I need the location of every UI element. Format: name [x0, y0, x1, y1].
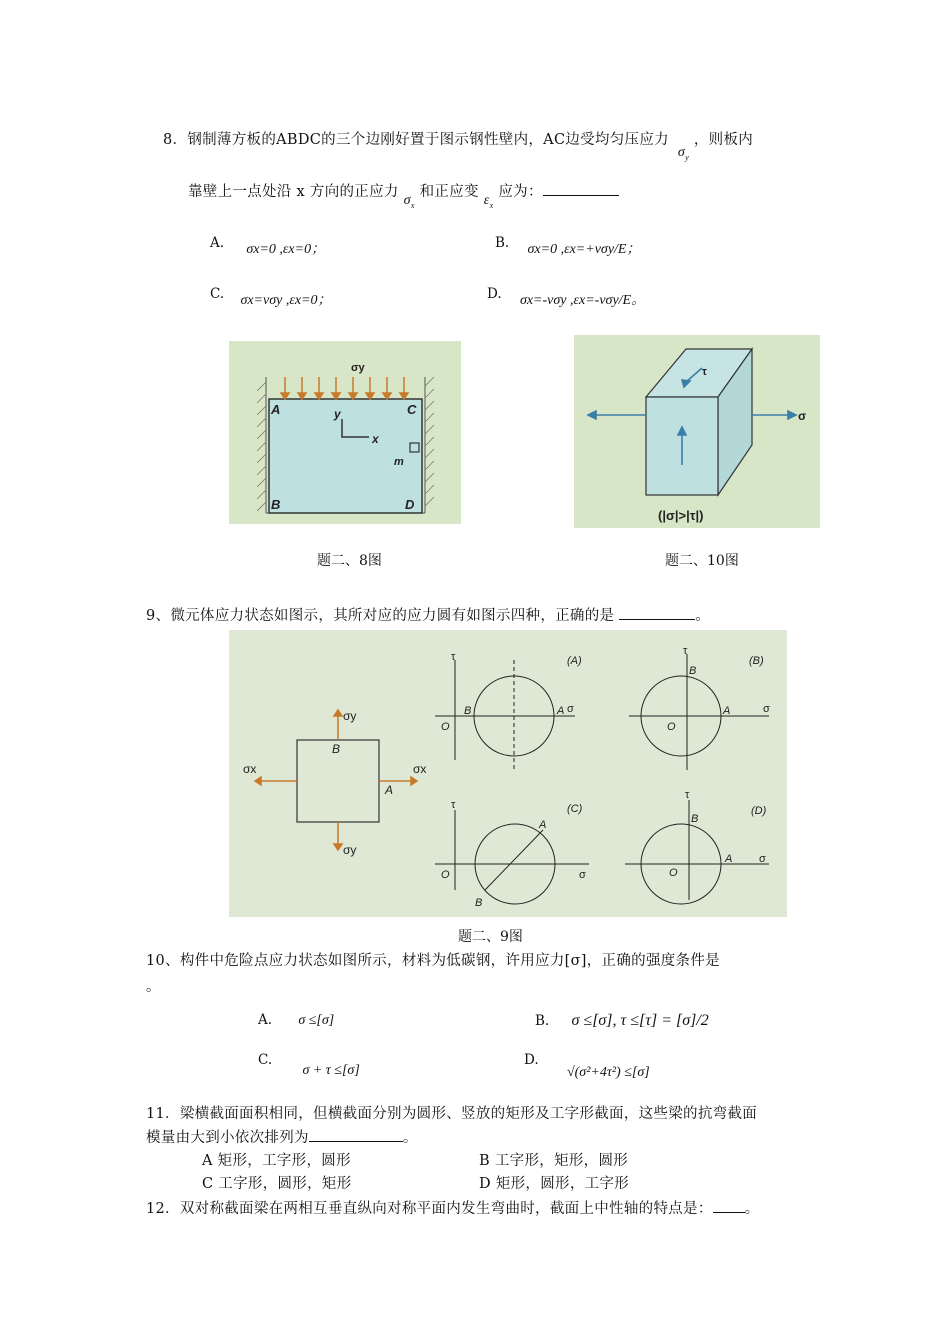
q8-line2: 靠壁上一点处沿 x 方向的正应力 $\sigma_x$ 和正应变 $\varepsilon_x$ 应为： [188, 180, 619, 202]
q9-text: 9、微元体应力状态如图示，其所对应的应力圆有如图示四种，正确的是 。 [146, 604, 710, 625]
figure-10 [574, 335, 820, 528]
svg-text:σ: σ [763, 703, 770, 715]
svg-text:τ: τ [685, 789, 690, 801]
q12-text: 12．双对称截面梁在两相互垂直纵向对称平面内发生弯曲时，截面上中性轴的特点是： 。 [146, 1197, 759, 1218]
svg-text:B: B [332, 742, 341, 756]
q12-answer-blank[interactable] [713, 1198, 745, 1213]
svg-text:A: A [725, 853, 733, 865]
svg-text:O: O [441, 869, 450, 881]
figure-8 [229, 341, 461, 524]
q10-line1: 10、构件中危险点应力状态如图所示，材料为低碳钢，许用应力[σ]，正确的强度条件是 [146, 953, 720, 969]
svg-text:O: O [441, 721, 450, 733]
svg-text:y: y [334, 407, 341, 421]
q8-option-b[interactable]: B. σx=0 ,εx=+νσy/E； [495, 235, 641, 257]
svg-text:A: A [557, 705, 565, 717]
q10-option-d[interactable]: D. √(σ²+4τ²) ≤[σ] [524, 1052, 650, 1080]
q11-option-c[interactable]: C 工字形，圆形，矩形 [202, 1176, 352, 1192]
svg-text:(A): (A) [567, 655, 582, 667]
svg-text:A: A [385, 783, 394, 797]
svg-text:(D): (D) [751, 805, 767, 817]
svg-text:σ: σ [579, 869, 586, 881]
q11-answer-blank[interactable] [309, 1127, 403, 1142]
q10-option-c[interactable]: C. σ + τ ≤[σ] [258, 1052, 360, 1078]
svg-text:σ: σ [798, 409, 807, 423]
q10-option-a[interactable]: A. σ ≤[σ] [258, 1012, 335, 1028]
svg-text:O: O [669, 867, 678, 879]
svg-text:(B): (B) [749, 655, 764, 667]
svg-text:m: m [394, 456, 404, 468]
svg-text:A: A [723, 705, 731, 717]
svg-text:B: B [475, 897, 483, 909]
svg-text:σx: σx [413, 762, 427, 776]
q8-line1: 8．钢制薄方板的ABDC的三个边刚好置于图示钢性壁内，AC边受均匀压应力 $\sigma_y$ ，则板内 [163, 132, 754, 162]
figure-9-caption: 题二、9图 [458, 929, 523, 945]
q8-option-c[interactable]: C. σx=νσy ,εx=0； [210, 286, 332, 308]
q11-option-b[interactable]: B 工字形，矩形，圆形 [479, 1153, 629, 1169]
fig10-condition: (|σ|>|τ|) [658, 508, 704, 523]
svg-text:O: O [667, 721, 676, 733]
svg-text:τ: τ [683, 645, 688, 657]
q11-option-d[interactable]: D 矩形，圆形，工字形 [479, 1176, 630, 1192]
svg-text:(C): (C) [567, 803, 583, 815]
svg-text:C: C [407, 402, 417, 417]
svg-text:B: B [691, 813, 699, 825]
q11-option-a[interactable]: A 矩形，工字形，圆形 [202, 1153, 351, 1169]
svg-text:τ: τ [451, 799, 456, 811]
svg-text:σ: σ [759, 853, 766, 865]
svg-text:D: D [405, 497, 415, 512]
figure-10-caption: 题二、10图 [665, 553, 739, 569]
q10-option-b[interactable]: B. σ ≤[σ], τ ≤[τ] = [σ]/2 [535, 1012, 709, 1029]
svg-text:σy: σy [343, 709, 357, 723]
svg-text:A: A [271, 402, 281, 417]
figure-8-caption: 题二、8图 [317, 553, 382, 569]
q8-option-d[interactable]: D. σx=-νσy ,εx=-νσy/E。 [487, 286, 646, 308]
svg-text:σx: σx [243, 762, 257, 776]
fig8-label-sigma-y: σy [351, 362, 365, 374]
svg-text:τ: τ [702, 366, 707, 378]
svg-text:B: B [271, 497, 281, 512]
svg-text:τ: τ [451, 651, 456, 663]
q11-line2: 模量由大到小依次排列为 。 [146, 1126, 418, 1147]
q8-option-a[interactable]: A. σx=0 ,εx=0； [210, 235, 326, 257]
q9-answer-blank[interactable] [619, 605, 695, 620]
svg-text:σy: σy [343, 843, 357, 857]
q11-line1: 11．梁横截面面积相同，但横截面分别为圆形、竖放的矩形及工字形截面，这些梁的抗弯截面 [146, 1106, 758, 1122]
svg-text:σ: σ [567, 703, 574, 715]
svg-text:B: B [464, 705, 472, 717]
figure-9 [229, 630, 787, 917]
svg-text:x: x [372, 432, 379, 446]
svg-text:A: A [539, 819, 547, 831]
q10-line2: 。 [146, 979, 161, 995]
q8-answer-blank[interactable] [543, 181, 619, 196]
svg-text:B: B [689, 665, 697, 677]
